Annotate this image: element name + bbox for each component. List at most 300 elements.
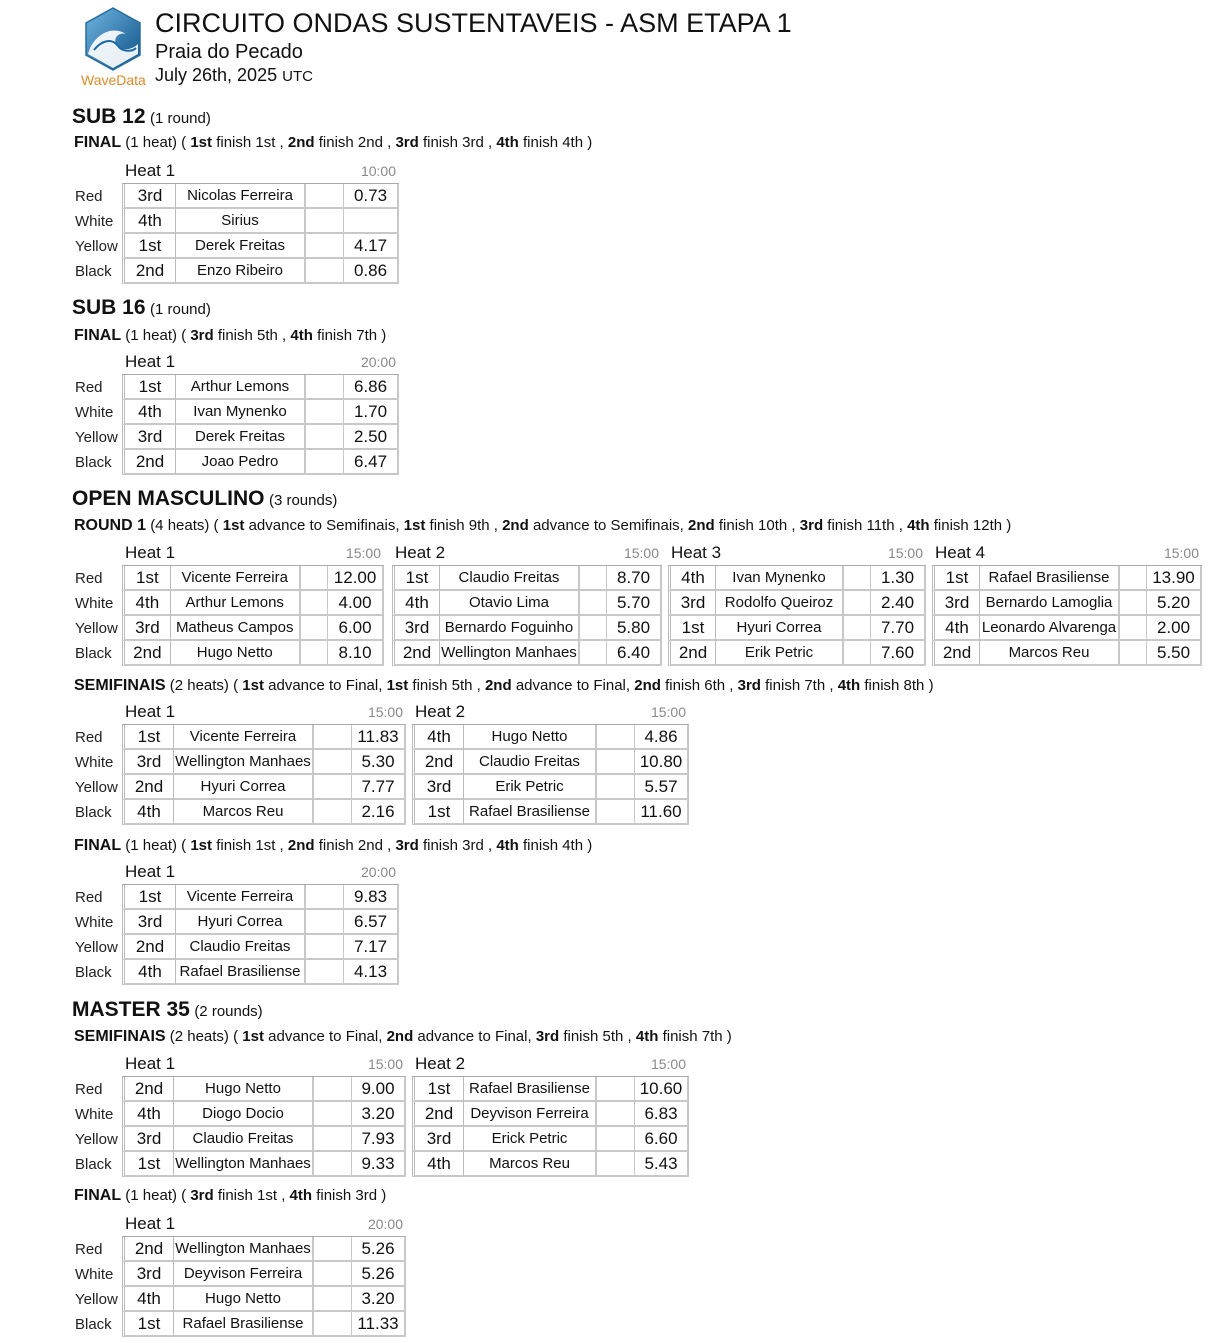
heat-time: 15:00 [606,541,662,566]
surfer-name: Arthur Lemons [171,591,301,616]
category-sub12-header [72,105,211,129]
round-label: FINAL [74,837,122,854]
heat-row [122,775,406,800]
place: 1st [392,566,440,591]
jersey-color-labels [75,1237,118,1337]
round-label: FINAL [74,1187,122,1204]
rule-text: finish 4th ) [523,134,593,151]
heat-row [412,1102,689,1127]
color-label-yellow: Yellow [75,1291,118,1308]
heat-header [668,541,926,566]
heat-row [122,450,399,475]
heat-time: 20:00 [351,1212,406,1237]
heat-row [668,616,926,641]
heat-row [122,1127,406,1152]
heat-time: 15:00 [1146,541,1202,566]
score: 10.60 [634,1077,689,1102]
place: 2nd [122,1077,174,1102]
score: 4.86 [634,725,689,750]
rule-place: 3rd [395,134,419,151]
score: 3.20 [351,1102,406,1127]
heat-row [668,641,926,666]
surfer-name: Sirius [176,209,306,234]
heat-row [122,184,399,209]
heat-row [122,910,399,935]
surfer-name: Enzo Ribeiro [176,259,306,284]
category-master35-header [72,998,263,1022]
round-label: SEMIFINAIS [74,1028,166,1045]
place: 4th [122,400,176,425]
rule-place: 3rd [737,677,761,694]
event-date [155,64,792,88]
color-label-white: White [75,914,114,931]
score: 9.83 [343,885,399,910]
heats-count: (1 heat) [125,1187,177,1204]
heat-row [392,591,662,616]
category-name: SUB 12 [72,105,146,128]
heat-header [932,541,1202,566]
place: 1st [122,1152,174,1177]
heat-time: 15:00 [634,700,689,725]
color-label-yellow: Yellow [75,1131,118,1148]
heat-row [122,259,399,284]
heat-time: 15:00 [870,541,926,566]
heat-row [122,591,384,616]
heat-name: Heat 1 [122,860,343,885]
surfer-name: Rafael Brasiliense [464,800,597,825]
heat-header [122,350,399,375]
place: 2nd [392,641,440,666]
surfer-name: Joao Pedro [176,450,306,475]
score: 7.17 [343,935,399,960]
rule-place: 1st [242,1028,264,1045]
rule-place: 2nd [287,837,315,854]
place: 3rd [122,425,176,450]
color-label-red: Red [75,379,103,396]
heat-row [122,885,399,910]
place: 1st [122,725,174,750]
place: 1st [668,616,716,641]
heat-row [668,566,926,591]
surfer-name: Wellington Manhaes [440,641,580,666]
rule-text: finish 2nd , [318,134,392,151]
round-label: FINAL [74,134,122,151]
place: 4th [122,1287,174,1312]
color-label-black: Black [75,645,112,662]
rule-text: finish 2nd , [318,837,392,854]
heat-row [392,616,662,641]
rule-text: finish 12th ) [933,517,1012,534]
surfer-name: Ivan Mynenko [176,400,306,425]
heat-name: Heat 4 [932,541,1146,566]
heat-row [412,1127,689,1152]
color-label-yellow: Yellow [75,238,118,255]
heat-table[interactable] [122,1052,406,1177]
rule-place: 4th [635,1028,659,1045]
surfer-name: Erik Petric [716,641,844,666]
score: 11.60 [634,800,689,825]
rule-place: 3rd [190,327,214,344]
surfer-name: Erick Petric [464,1127,597,1152]
place: 1st [932,566,980,591]
place: 3rd [122,750,174,775]
score: 9.00 [351,1077,406,1102]
heat-time: 15:00 [634,1052,689,1077]
wave-hexagon-icon [80,6,146,72]
rule-place: 1st [222,517,245,534]
rule-place: 4th [907,517,930,534]
surfer-name: Hyuri Correa [716,616,844,641]
heat-header [122,159,399,184]
score: 10.80 [634,750,689,775]
category-rounds: (1 round) [149,110,211,127]
rule-text: finish 1st , [216,134,284,151]
heat-row [932,616,1202,641]
heat-table[interactable] [412,1052,689,1177]
score: 8.10 [327,641,384,666]
surfer-name: Rodolfo Queiroz [716,591,844,616]
place: 4th [122,960,176,985]
score: 0.73 [343,184,399,209]
rule-place: 1st [403,517,426,534]
sub12-final-round-line: FINAL (1 heat) ( 1st finish 1st , 2nd finish 2nd , 3rd finish 3rd , 4th finish 4th ) [74,134,593,151]
rule-place: 2nd [634,677,661,694]
surfer-name: Marcos Reu [980,641,1120,666]
rule-text: finish 6th , [665,677,734,694]
score: 2.00 [1146,616,1202,641]
round-label: SEMIFINAIS [74,677,166,694]
heat-table[interactable] [392,541,662,666]
rule-place: 2nd [287,134,315,151]
score: 12.00 [327,566,384,591]
round-label: FINAL [74,327,122,344]
color-label-red: Red [75,570,103,587]
score: 6.83 [634,1102,689,1127]
heat-name: Heat 2 [412,1052,634,1077]
place: 1st [122,234,176,259]
heat-name: Heat 1 [122,1212,351,1237]
heat-row [122,935,399,960]
color-label-black: Black [75,1316,112,1333]
heat-header [412,700,689,725]
place: 3rd [932,591,980,616]
heat-name: Heat 1 [122,700,351,725]
heat-time: 20:00 [343,860,399,885]
heat-name: Heat 2 [412,700,634,725]
jersey-color-labels [75,375,118,475]
place: 3rd [668,591,716,616]
score: 4.13 [343,960,399,985]
surfer-name: Wellington Manhaes [174,1152,314,1177]
rule-place: 2nd [386,1028,414,1045]
heat-row [932,566,1202,591]
surfer-name: Hugo Netto [171,641,301,666]
date-text: July 26th, 2025 [155,65,278,85]
jersey-color-labels [75,184,118,284]
heat-row [392,566,662,591]
rule-text: finish 3rd ) [316,1187,387,1204]
surfer-name: Hyuri Correa [176,910,306,935]
heat-row [122,209,399,234]
surfer-name: Matheus Campos [171,616,301,641]
rule-text: advance to Final, [417,1028,532,1045]
master-final-line: FINAL (1 heat) ( 3rd finish 1st , 4th finish 3rd ) [74,1187,387,1204]
score: 1.70 [343,400,399,425]
place: 3rd [412,775,464,800]
heat-time: 15:00 [327,541,384,566]
score: 5.57 [634,775,689,800]
surfer-name: Bernardo Lamoglia [980,591,1120,616]
place: 2nd [122,641,171,666]
logo-text: WaveData [81,72,146,88]
heat-header [122,1052,406,1077]
rule-place: 1st [190,837,213,854]
rule-place: 4th [289,1187,313,1204]
sub16-final-round-line: FINAL (1 heat) ( 3rd finish 5th , 4th finish 7th ) [74,327,387,344]
rule-text: finish 7th ) [317,327,387,344]
rule-place: 4th [290,327,313,344]
score: 7.93 [351,1127,406,1152]
rule-text: advance to Semifinais, [248,517,400,534]
heat-row [122,1077,406,1102]
color-label-black: Black [75,804,112,821]
heat-table[interactable] [122,700,406,825]
rule-text: finish 4th ) [523,837,593,854]
surfer-name: Claudio Freitas [174,1127,314,1152]
score: 5.30 [351,750,406,775]
heat-row [122,234,399,259]
heat-table[interactable] [412,700,689,825]
surfer-name: Wellington Manhaes [174,750,314,775]
place: 3rd [412,1127,464,1152]
category-open-header [72,487,337,511]
jersey-color-labels [75,566,118,666]
rule-text: finish 1st , [216,837,284,854]
color-label-red: Red [75,1081,103,1098]
place: 3rd [392,616,440,641]
place: 2nd [932,641,980,666]
place: 2nd [122,775,174,800]
heat-row [122,800,406,825]
place: 3rd [122,184,176,209]
score: 8.70 [606,566,662,591]
rule-place: 1st [242,677,264,694]
surfer-name: Derek Freitas [176,234,306,259]
heat-row [122,1102,406,1127]
heat-header [392,541,662,566]
heat-header [122,1212,406,1237]
heat-row [932,641,1202,666]
heats-count: (1 heat) [125,134,177,151]
place: 4th [392,591,440,616]
heat-row [122,725,406,750]
surfer-name: Hugo Netto [464,725,597,750]
place: 1st [122,885,176,910]
score: 2.16 [351,800,406,825]
heat-header [122,541,384,566]
score: 3.20 [351,1287,406,1312]
category-name: SUB 16 [72,296,146,319]
surfer-name: Vicente Ferreira [171,566,301,591]
rule-text: finish 11th , [827,517,903,534]
event-location: Praia do Pecado [155,41,303,63]
score: 6.47 [343,450,399,475]
place: 3rd [122,1127,174,1152]
surfer-name: Claudio Freitas [176,935,306,960]
rule-text: finish 9th , [429,517,498,534]
heat-row [122,1287,406,1312]
rule-text: finish 1st , [217,1187,286,1204]
surfer-name: Hugo Netto [174,1077,314,1102]
heat-header [412,1052,689,1077]
wavedata-logo [80,6,146,90]
category-sub16-header [72,296,211,320]
place: 2nd [122,935,176,960]
heat-table[interactable] [122,860,399,985]
open-final-line: FINAL (1 heat) ( 1st finish 1st , 2nd finish 2nd , 3rd finish 3rd , 4th finish 4th ) [74,837,593,854]
color-label-white: White [75,1106,114,1123]
master-semis-line: SEMIFINAIS (2 heats) ( 1st advance to Final, 2nd advance to Final, 3rd finish 5th , 4th finish 7th ) [74,1028,732,1045]
open-round1-line: ROUND 1 (4 heats) ( 1st advance to Semifinais, 1st finish 9th , 2nd advance to Semifinais, 2nd finish 10th , 3rd finish 11th , 4th finish 12th ) [74,517,1012,534]
heat-row [412,750,689,775]
score: 13.90 [1146,566,1202,591]
heat-table[interactable] [122,541,384,666]
category-rounds: (3 rounds) [268,492,338,509]
score: 7.77 [351,775,406,800]
score: 5.80 [606,616,662,641]
place: 1st [122,1312,174,1337]
heat-row [122,1262,406,1287]
surfer-name: Wellington Manhaes [174,1237,314,1262]
place: 2nd [412,750,464,775]
rule-text: advance to Final, [268,677,383,694]
surfer-name: Nicolas Ferreira [176,184,306,209]
score: 5.20 [1146,591,1202,616]
rule-place: 1st [190,134,213,151]
surfer-name: Hugo Netto [174,1287,314,1312]
surfer-name: Erik Petric [464,775,597,800]
surfer-name: Otavio Lima [440,591,580,616]
heat-row [122,750,406,775]
place: 4th [122,800,174,825]
heat-table[interactable] [122,1212,406,1337]
category-rounds: (2 rounds) [194,1003,263,1020]
rule-text: finish 7th , [765,677,834,694]
place: 2nd [412,1102,464,1127]
color-label-yellow: Yellow [75,429,118,446]
surfer-name: Marcos Reu [174,800,314,825]
rule-text: finish 5th , [217,327,287,344]
place: 4th [122,591,171,616]
color-label-black: Black [75,964,112,981]
heat-row [122,425,399,450]
place: 4th [122,1102,174,1127]
timezone: UTC [282,68,313,85]
rule-text: finish 5th , [563,1028,632,1045]
surfer-name: Derek Freitas [176,425,306,450]
color-label-black: Black [75,1156,112,1173]
rule-place: 3rd [535,1028,560,1045]
place: 4th [932,616,980,641]
surfer-name: Rafael Brasiliense [980,566,1120,591]
heat-row [122,566,384,591]
surfer-name: Leonardo Alvarenga [980,616,1120,641]
rule-place: 2nd [502,517,529,534]
color-label-red: Red [75,1241,103,1258]
score: 5.50 [1146,641,1202,666]
score: 0.86 [343,259,399,284]
heats-count: (1 heat) [125,837,177,854]
rule-text: finish 5th , [412,677,481,694]
heat-table[interactable] [122,350,399,475]
rule-place: 4th [496,134,519,151]
color-label-red: Red [75,889,103,906]
place: 2nd [122,1237,174,1262]
heat-row [122,375,399,400]
surfer-name: Claudio Freitas [464,750,597,775]
rule-text: finish 8th ) [864,677,934,694]
heat-row [122,960,399,985]
place: 2nd [122,259,176,284]
score: 1.30 [870,566,926,591]
rule-place: 1st [386,677,409,694]
heat-name: Heat 1 [122,1052,351,1077]
place: 4th [668,566,716,591]
heat-table[interactable] [668,541,926,666]
rule-text: finish 7th ) [662,1028,732,1045]
color-label-yellow: Yellow [75,779,118,796]
heat-table[interactable] [122,159,399,284]
surfer-name: Rafael Brasiliense [464,1077,597,1102]
heat-row [122,1237,406,1262]
heat-row [122,1152,406,1177]
score: 5.26 [351,1262,406,1287]
heat-time: 10:00 [343,159,399,184]
color-label-red: Red [75,188,103,205]
heat-row [122,616,384,641]
score: 2.50 [343,425,399,450]
heat-row [122,400,399,425]
heat-table[interactable] [932,541,1202,666]
score: 9.33 [351,1152,406,1177]
heat-row [412,1152,689,1177]
heat-row [122,641,384,666]
place: 3rd [122,1262,174,1287]
score: 4.00 [327,591,384,616]
heat-name: Heat 2 [392,541,606,566]
rule-text: advance to Final, [268,1028,383,1045]
heat-name: Heat 1 [122,541,327,566]
category-name: MASTER 35 [72,998,190,1021]
open-semis-line: SEMIFINAIS (2 heats) ( 1st advance to Final, 1st finish 5th , 2nd advance to Final, 2nd finish 6th , 3rd finish 7th , 4th finish 8th ) [74,677,934,694]
score: 5.26 [351,1237,406,1262]
score: 6.00 [327,616,384,641]
place: 1st [412,1077,464,1102]
surfer-name: Deyvison Ferreira [174,1262,314,1287]
rule-place: 4th [837,677,861,694]
heats-count: (2 heats) [169,677,229,694]
heats-count: (4 heats) [150,517,210,534]
place: 3rd [122,616,171,641]
heat-time: 15:00 [351,700,406,725]
score: 6.60 [634,1127,689,1152]
rule-place: 3rd [395,837,419,854]
place: 1st [412,800,464,825]
place: 2nd [122,450,176,475]
surfer-name: Vicente Ferreira [174,725,314,750]
place: 4th [122,209,176,234]
score: 6.40 [606,641,662,666]
